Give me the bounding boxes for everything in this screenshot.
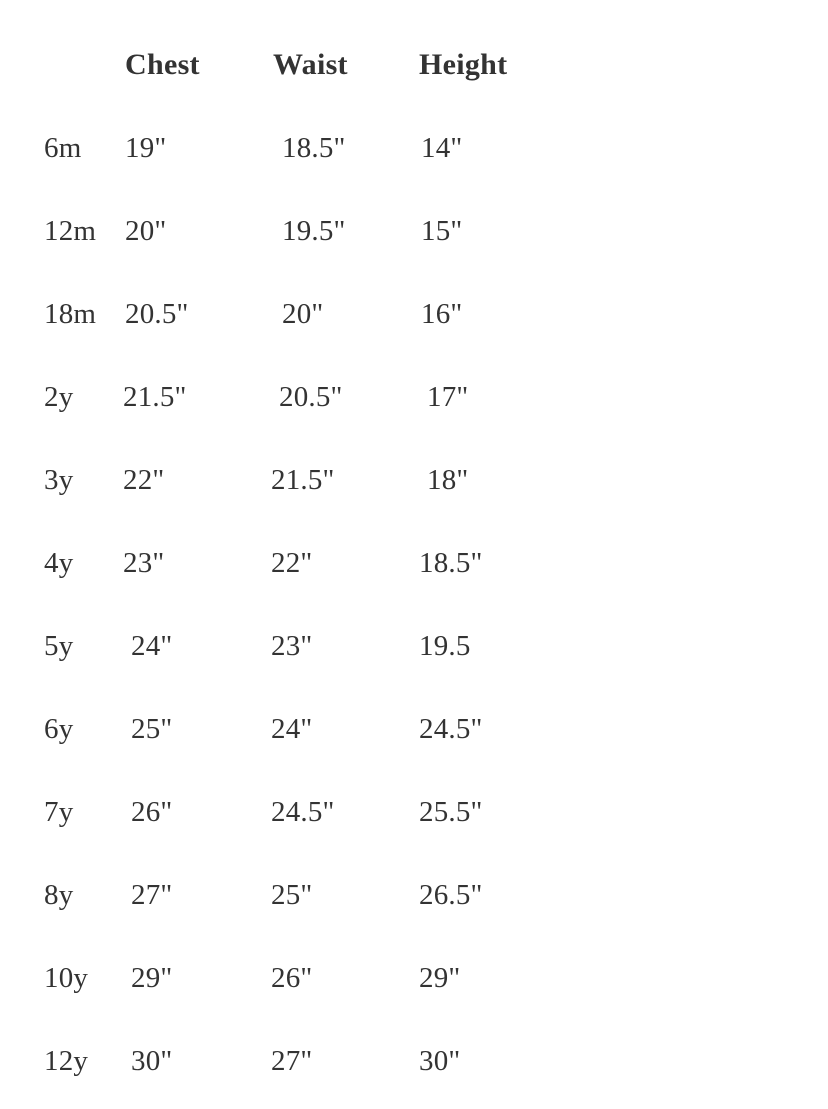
size-label: 4y: [44, 547, 74, 579]
size-label: 12m: [44, 215, 97, 247]
height-value: 26.5": [419, 879, 483, 911]
chest-value: 23": [123, 547, 165, 579]
height-value: 17": [427, 381, 469, 413]
height-value: 24.5": [419, 713, 483, 745]
waist-value: 22": [271, 547, 313, 579]
height-value: 30": [419, 1045, 461, 1077]
size-label: 2y: [44, 381, 74, 413]
chest-value: 19": [125, 132, 167, 164]
waist-value: 26": [271, 962, 313, 994]
waist-value: 25": [271, 879, 313, 911]
height-value: 15": [421, 215, 463, 247]
height-value: 16": [421, 298, 463, 330]
chest-value: 20": [125, 215, 167, 247]
size-label: 6y: [44, 713, 74, 745]
size-label: 6m: [44, 132, 82, 164]
chest-value: 22": [123, 464, 165, 496]
waist-value: 20.5": [279, 381, 343, 413]
size-label: 5y: [44, 630, 74, 662]
size-label: 12y: [44, 1045, 89, 1077]
chest-value: 24": [131, 630, 173, 662]
waist-value: 24.5": [271, 796, 335, 828]
height-value: 18": [427, 464, 469, 496]
waist-value: 18.5": [282, 132, 346, 164]
size-label: 10y: [44, 962, 89, 994]
chest-value: 27": [131, 879, 173, 911]
header-waist: Waist: [273, 48, 348, 81]
height-value: 19.5: [419, 630, 471, 662]
chest-value: 20.5": [125, 298, 189, 330]
header-height: Height: [419, 48, 508, 81]
waist-value: 27": [271, 1045, 313, 1077]
chest-value: 21.5": [123, 381, 187, 413]
chest-value: 30": [131, 1045, 173, 1077]
size-label: 18m: [44, 298, 97, 330]
chest-value: 26": [131, 796, 173, 828]
size-label: 3y: [44, 464, 74, 496]
height-value: 29": [419, 962, 461, 994]
size-label: 8y: [44, 879, 74, 911]
waist-value: 19.5": [282, 215, 346, 247]
height-value: 25.5": [419, 796, 483, 828]
height-value: 14": [421, 132, 463, 164]
waist-value: 23": [271, 630, 313, 662]
header-chest: Chest: [125, 48, 200, 81]
waist-value: 21.5": [271, 464, 335, 496]
waist-value: 24": [271, 713, 313, 745]
height-value: 18.5": [419, 547, 483, 579]
chest-value: 25": [131, 713, 173, 745]
waist-value: 20": [282, 298, 324, 330]
chest-value: 29": [131, 962, 173, 994]
size-label: 7y: [44, 796, 74, 828]
